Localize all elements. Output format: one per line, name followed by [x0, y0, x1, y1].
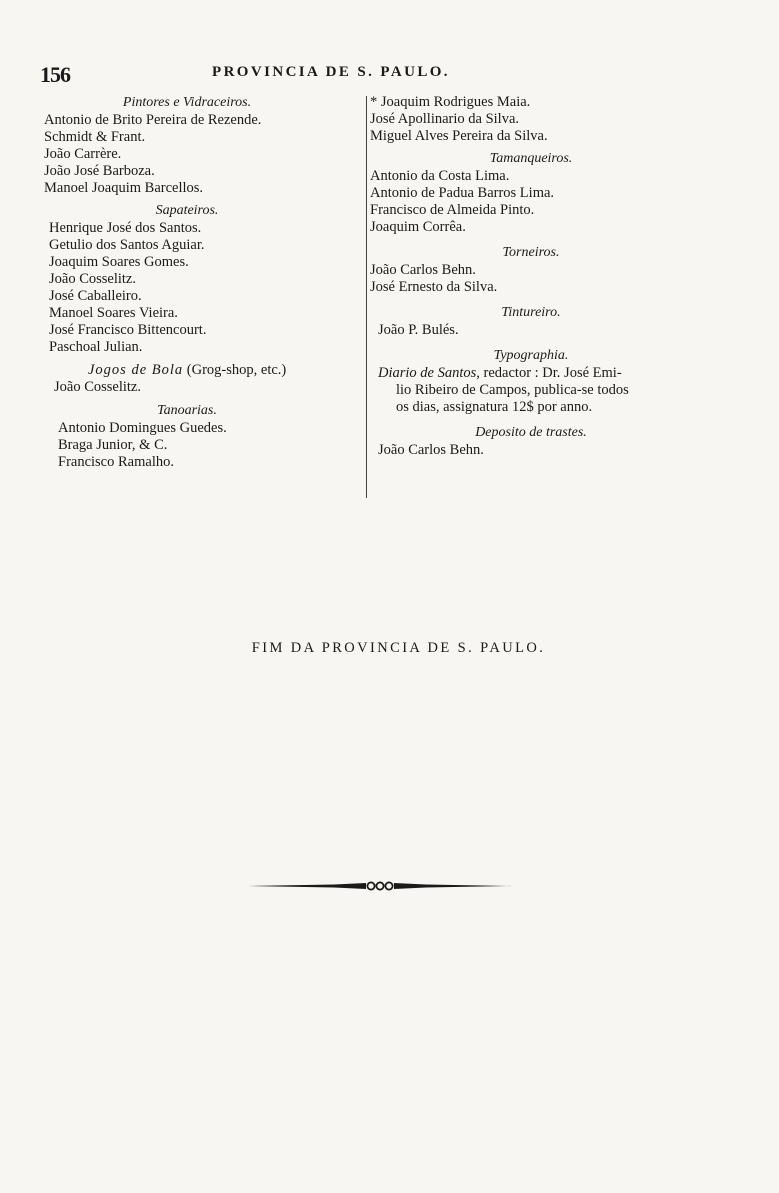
list-item: Manoel Soares Vieira. — [49, 305, 178, 321]
list-item: José Apollinario da Silva. — [370, 111, 520, 127]
running-head: PROVINCIA DE S. PAULO. — [212, 64, 450, 80]
section-pintores — [44, 94, 344, 197]
typographia-line-1 — [378, 365, 700, 382]
list-item: João José Barboza. — [44, 163, 155, 179]
section-heading: Sapateiros. — [155, 203, 219, 218]
ornament-ring — [367, 882, 374, 889]
list-item: Schmidt & Frant. — [44, 129, 146, 145]
section-typographia — [370, 347, 700, 416]
list-item: Joaquim Corrêa. — [370, 219, 466, 235]
list-item: Francisco Ramalho. — [58, 454, 174, 470]
ornament-rule — [248, 878, 512, 894]
section-torneiros — [370, 244, 700, 296]
typographia-text — [370, 365, 700, 416]
list-item: João Carlos Behn. — [370, 262, 476, 278]
page-number: 156 — [40, 62, 70, 87]
list-item: José Francisco Bittencourt. — [49, 322, 207, 338]
list-item: Antonio de Padua Barros Lima. — [370, 185, 555, 201]
list-item: Francisco de Almeida Pinto. — [370, 202, 535, 218]
list-item: Braga Junior, & C. — [58, 437, 168, 453]
ornament-left-taper — [248, 883, 366, 889]
ornament-right-taper — [394, 883, 512, 889]
ornament-ring — [385, 882, 392, 889]
section-heading: Typographia. — [493, 348, 569, 363]
section-heading: Tanoarias. — [157, 403, 217, 418]
section-heading: Deposito de trastes. — [475, 425, 587, 440]
section-deposito-de-trastes — [370, 424, 700, 459]
section-tamanqueiros — [370, 150, 700, 236]
list-item: João Cosselitz. — [54, 379, 141, 395]
section-heading — [44, 362, 344, 379]
end-of-province-text: FIM DA PROVINCIA DE S. PAULO. — [251, 640, 546, 656]
ornament-ring — [376, 882, 383, 889]
list-item: Miguel Alves Pereira da Silva. — [370, 128, 548, 144]
section-tanoarias — [44, 402, 344, 471]
list-item: Paschoal Julian. — [49, 339, 143, 355]
section-continued — [370, 94, 700, 145]
list-item: João P. Bulés. — [378, 322, 459, 338]
newspaper-name: Diario de Santos, — [378, 365, 480, 381]
list-item: Joaquim Soares Gomes. — [49, 254, 189, 270]
list-item: Manoel Joaquim Barcellos. — [44, 180, 204, 196]
section-heading: Torneiros. — [502, 245, 560, 260]
section-heading: Tamanqueiros. — [489, 151, 573, 166]
section-sapateiros — [44, 202, 344, 356]
column-divider — [366, 96, 367, 498]
list-item: Henrique José dos Santos. — [49, 220, 202, 236]
typographia-line-2: lio Ribeiro de Campos, publica-se todos — [396, 382, 629, 398]
heading-italic: Jogos de Bola — [88, 362, 184, 378]
heading-rest: (Grog-shop, etc.) — [186, 362, 287, 378]
list-item: Antonio da Costa Lima. — [370, 168, 510, 184]
typographia-line-1-rest: redactor : Dr. José Emi- — [483, 365, 622, 381]
right-column — [370, 94, 700, 459]
list-item: * Joaquim Rodrigues Maia. — [370, 94, 531, 110]
list-item: José Ernesto da Silva. — [370, 279, 498, 295]
left-column — [44, 94, 344, 471]
list-item: João Carrère. — [44, 146, 122, 162]
list-item: João Carlos Behn. — [378, 442, 484, 458]
list-item: José Caballeiro. — [49, 288, 142, 304]
list-item: Antonio de Brito Pereira de Rezende. — [44, 112, 262, 128]
typographia-line-3: os dias, assignatura 12$ por anno. — [396, 399, 593, 415]
list-item: Antonio Domingues Guedes. — [58, 420, 227, 436]
section-heading: Pintores e Vidraceiros. — [122, 95, 252, 110]
list-item: Getulio dos Santos Aguiar. — [49, 237, 205, 253]
section-tintureiro — [370, 304, 700, 339]
section-jogos-de-bola — [44, 362, 344, 396]
section-heading: Tintureiro. — [501, 305, 561, 320]
list-item: João Cosselitz. — [49, 271, 136, 287]
